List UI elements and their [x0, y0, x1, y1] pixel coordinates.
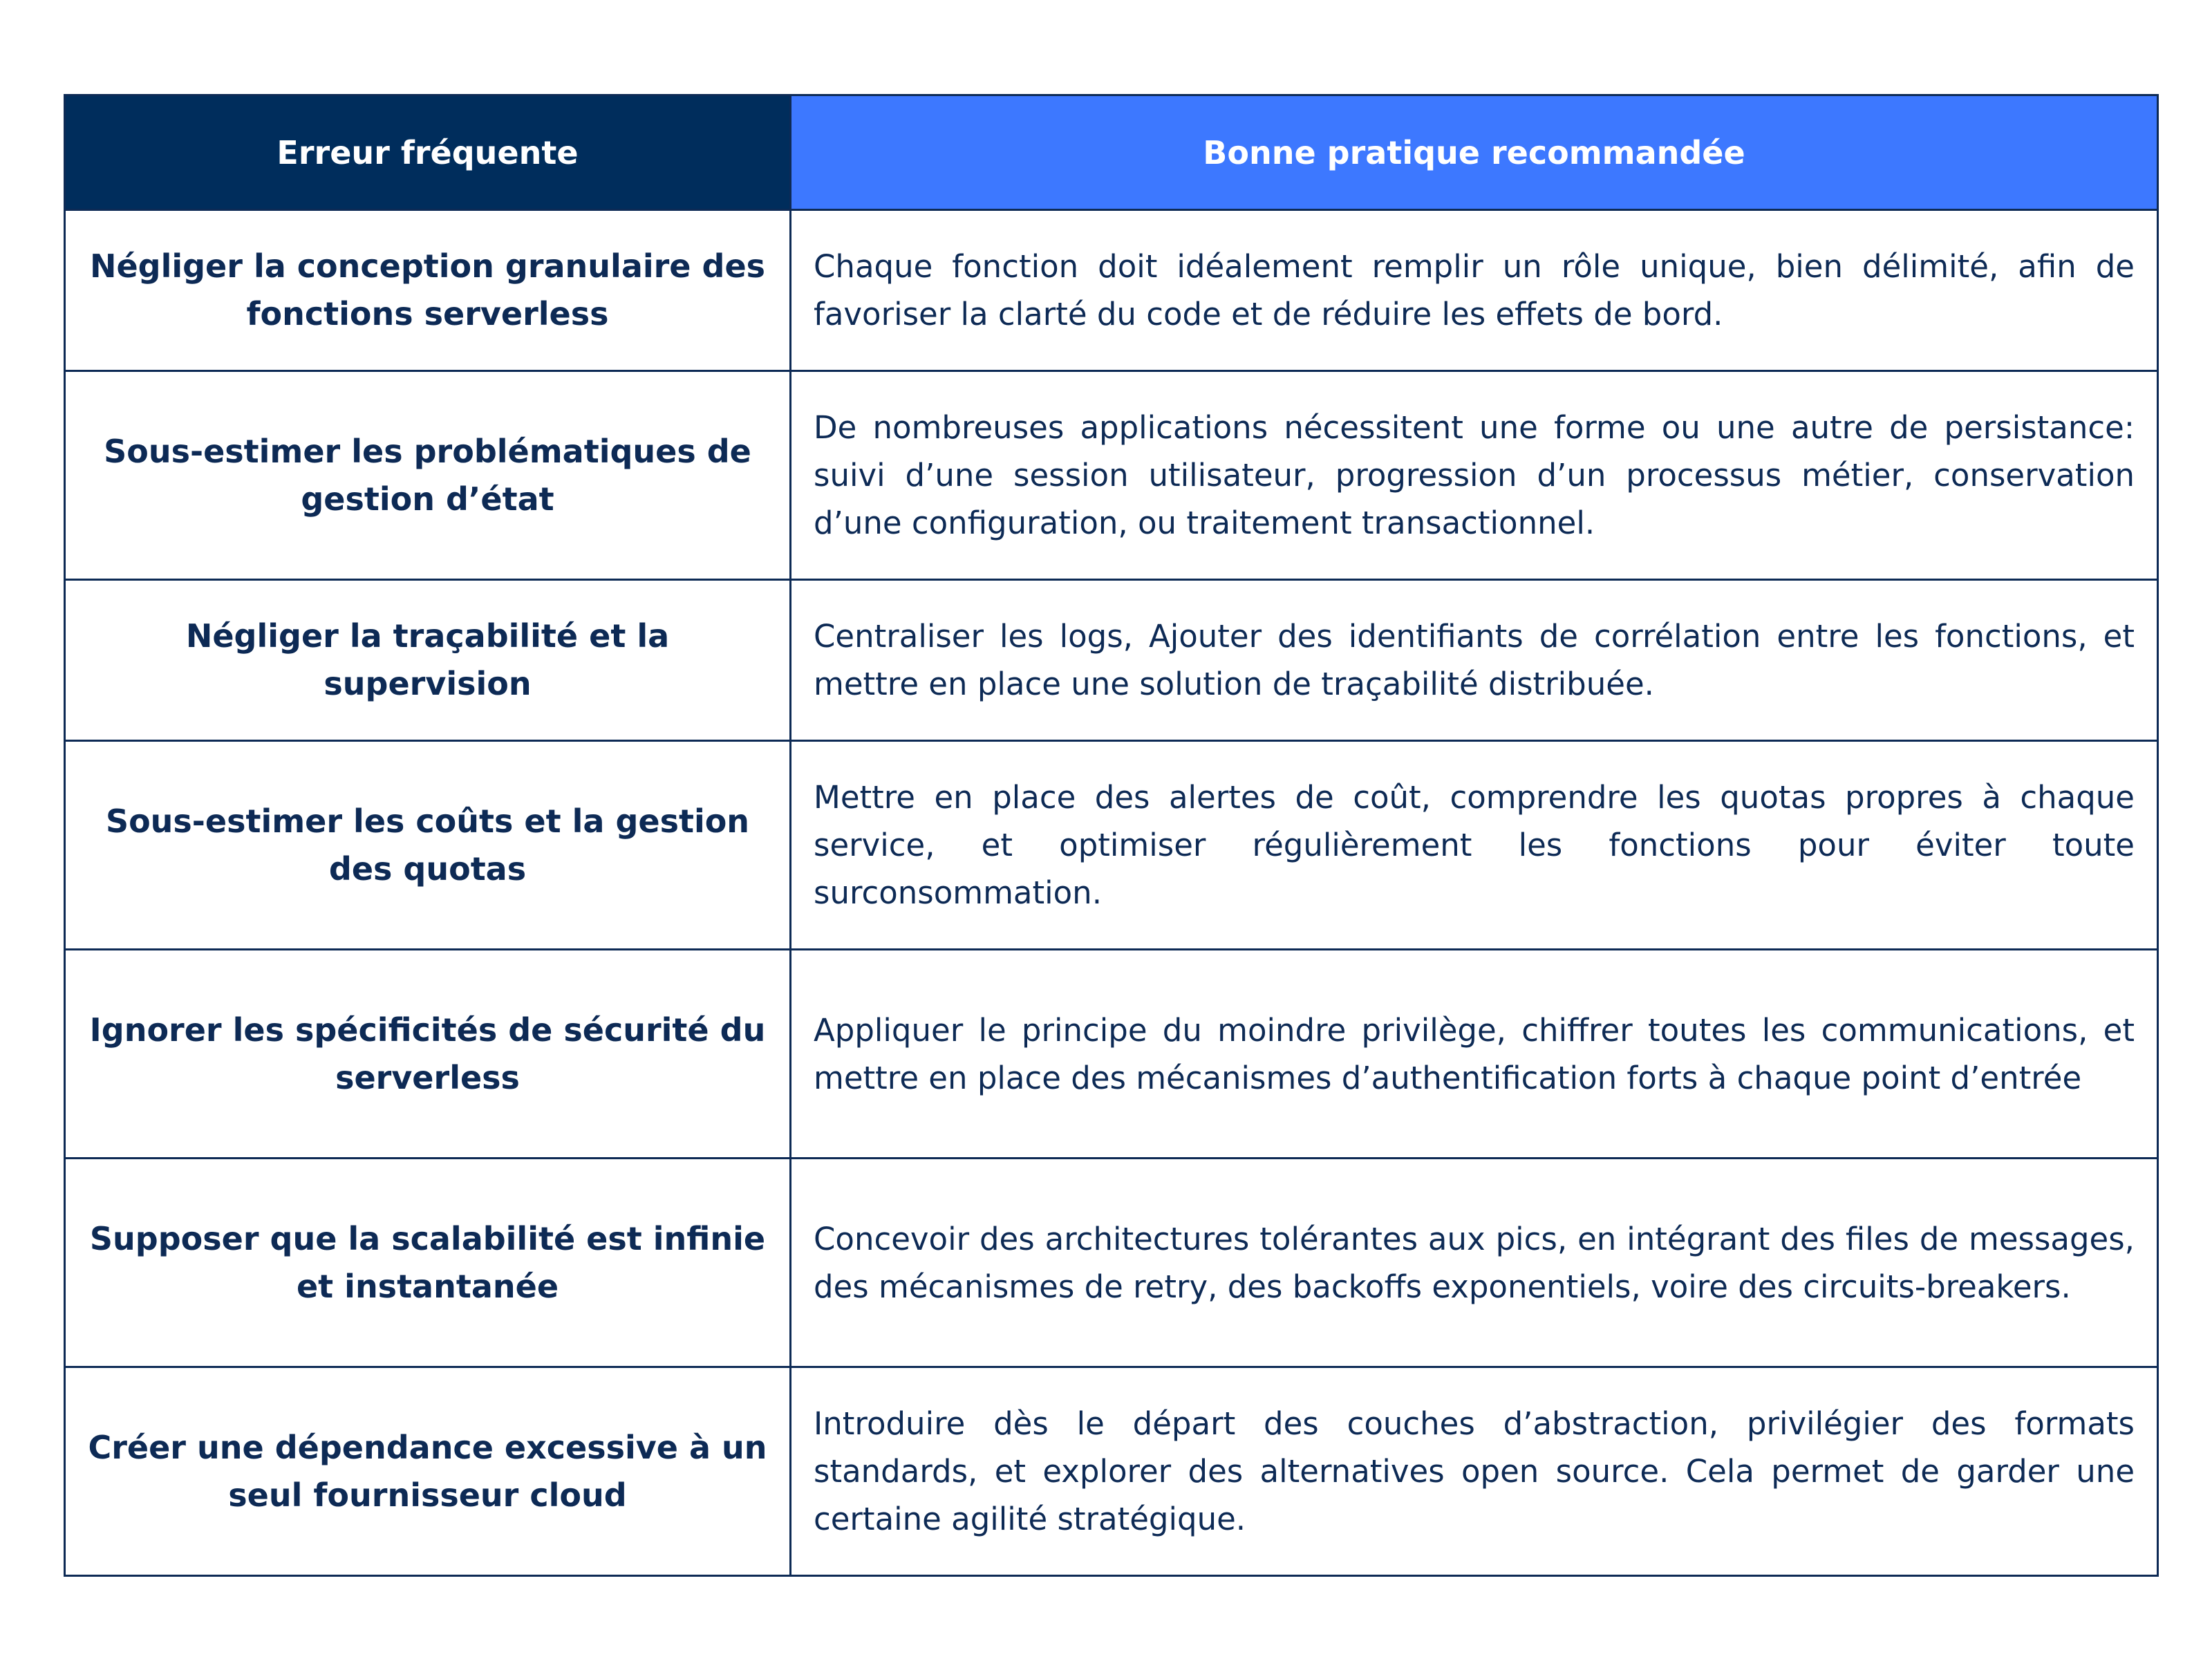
table-row	[65, 210, 2158, 371]
practice-cell: Chaque fonction doit idéalement remplir un rôle unique, bien délimité, afin de favoriser la clarté du code et de réduire les effets de bord.	[791, 210, 2158, 371]
table-row	[65, 950, 2158, 1159]
best-practices-table	[64, 94, 2159, 1577]
table-header	[65, 95, 2158, 210]
header-row	[65, 95, 2158, 210]
table-row	[65, 1367, 2158, 1576]
practice-cell: Mettre en place des alertes de coût, comprendre les quotas propres à chaque service, et optimiser régulièrement les fonctions pour éviter toute surconsommation.	[791, 741, 2158, 950]
error-cell: Négliger la conception granulaire des fonctions serverless	[65, 210, 791, 371]
practice-cell: Centraliser les logs, Ajouter des identifiants de corrélation entre les fonctions, et mettre en place une solution de traçabilité distribuée.	[791, 580, 2158, 741]
table-row	[65, 1159, 2158, 1367]
error-cell: Sous-estimer les problématiques de gestion d’état	[65, 371, 791, 580]
table-row	[65, 580, 2158, 741]
practice-cell: De nombreuses applications nécessitent une forme ou une autre de persistance: suivi d’une session utilisateur, progression d’un processus métier, conservation d’une configuration, ou traitement transactionnel.	[791, 371, 2158, 580]
error-cell: Créer une dépendance excessive à un seul fournisseur cloud	[65, 1367, 791, 1576]
practice-cell: Introduire dès le départ des couches d’abstraction, privilégier des formats standards, et explorer des alternatives open source. Cela permet de garder une certaine agilité stratégique.	[791, 1367, 2158, 1576]
table-row	[65, 371, 2158, 580]
header-practice: Bonne pratique recommandée	[791, 95, 2158, 210]
error-cell: Négliger la traçabilité et la supervision	[65, 580, 791, 741]
table-body	[65, 210, 2158, 1576]
table-row	[65, 741, 2158, 950]
practice-cell: Concevoir des architectures tolérantes aux pics, en intégrant des files de messages, des mécanismes de retry, des backoffs exponentiels, voire des circuits-breakers.	[791, 1159, 2158, 1367]
error-cell: Sous-estimer les coûts et la gestion des quotas	[65, 741, 791, 950]
error-cell: Supposer que la scalabilité est infinie et instantanée	[65, 1159, 791, 1367]
practice-cell: Appliquer le principe du moindre privilège, chiffrer toutes les communications, et mettre en place des mécanismes d’authentification forts à chaque point d’entrée	[791, 950, 2158, 1159]
header-error: Erreur fréquente	[65, 95, 791, 210]
error-cell: Ignorer les spécificités de sécurité du serverless	[65, 950, 791, 1159]
best-practices-table-container	[64, 94, 2157, 1577]
